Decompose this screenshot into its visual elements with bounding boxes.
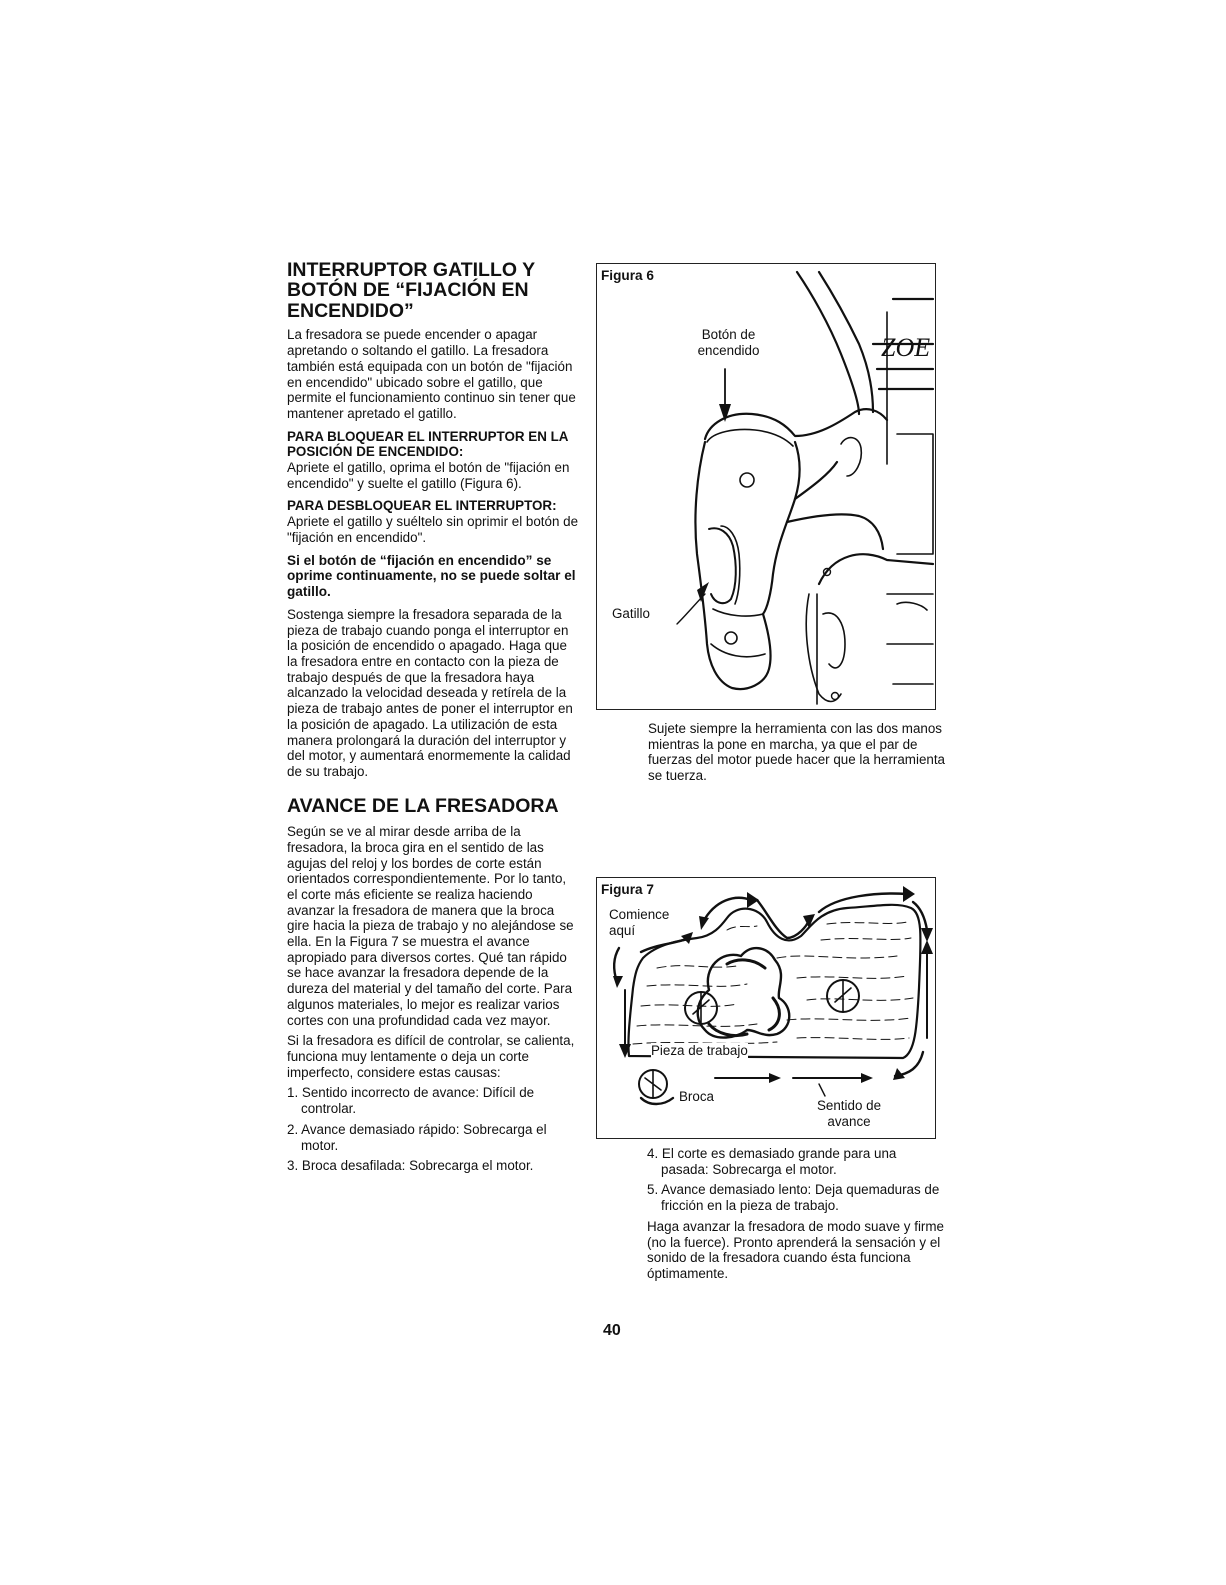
right-column-bottom	[647, 1146, 947, 1282]
section-heading-trigger: INTERRUPTOR GATILLO Y BOTÓN DE “FIJACIÓN EN ENCENDIDO”	[287, 259, 536, 322]
bit-label: Broca	[679, 1089, 714, 1104]
list-item: 4. El corte es demasiado grande para una pasada: Sobrecarga el motor.	[647, 1146, 897, 1177]
workpiece-label: Pieza de trabajo	[651, 1043, 748, 1058]
start-here-label: Comience aquí	[609, 907, 670, 938]
feed-causes-intro: Si la fresadora es difícil de controlar, se calienta, funciona muy lentamente o deja un corte imperfecto, considere estas causas:	[287, 1033, 575, 1080]
left-column	[287, 260, 579, 1179]
lock-text: Apriete el gatillo, oprima el botón de "fijación en encendido" y suelte el gatillo (Figura 6).	[287, 460, 570, 491]
causes-list-left	[287, 1085, 579, 1174]
usage-paragraph: Sostenga siempre la fresadora separada de la pieza de trabajo cuando ponga el interruptor en la posición de encendido o apagado. Haga que la fresadora entre en contacto con la pieza de trabajo después de que la fresadora haya alcanzado la velocidad deseada y retírela de la pieza de trabajo antes de poner el interruptor en la posición de apagado. La utilización de esta manera prolongará la duración del interruptor y del motor, y aumentará enormemente la calidad de su trabajo.	[287, 606, 573, 779]
page-number: 40	[603, 1322, 621, 1339]
on-button-label: Botón de encendido	[697, 327, 760, 358]
figure-6-label: Figura 6	[601, 268, 654, 283]
list-item: 1. Sentido incorrecto de avance: Difícil de controlar.	[287, 1085, 535, 1117]
list-item: 5. Avance demasiado lento: Deja quemaduras de fricción en la pieza de trabajo.	[647, 1182, 940, 1214]
unlock-heading: PARA DESBLOQUEAR EL INTERRUPTOR:	[287, 498, 557, 514]
lock-heading: PARA BLOQUEAR EL INTERRUPTOR EN LA POSICIÓN DE ENCENDIDO:	[287, 428, 568, 460]
feed-paragraph: Según se ve al mirar desde arriba de la fresadora, la broca gira en el sentido de las agujas del reloj y los bordes de corte están orientados correspondientemente. Por lo tanto, el corte más eficiente se realiza haciendo avanzar la fresadora de manera que la broca gire hacia la pieza de trabajo y no alejándose se ella. En la Figura 7 se muestra el avance apropiado para diversos cortes. Qué tan rápido se hace avanzar la fresadora depende de la dureza del material y del tamaño del corte. Para algunos materiales, lo mejor es realizar varios cortes con una profundidad cada vez mayor.	[287, 824, 574, 1028]
trigger-label: Gatillo	[612, 606, 650, 621]
figure-6	[596, 263, 936, 710]
figure-6-caption: Sujete siempre la herramienta con las dos manos mientras la pone en marcha, ya que el par de fuerzas del motor puede hacer que la herramienta se tuerza.	[648, 721, 946, 784]
trigger-intro: La fresadora se puede encender o apagar apretando o soltando el gatillo. La fresadora también está equipada con un botón de "fijación en encendido" ubicado sobre el gatillo, que permite el funcionamiento continuo sin tener que mantener apretado el gatillo.	[287, 327, 576, 421]
causes-list-right	[647, 1146, 947, 1214]
unlock-text: Apriete el gatillo y suéltelo sin oprimir el botón de "fijación en encendido".	[287, 514, 579, 545]
list-item: 3. Broca desafilada: Sobrecarga el motor.	[287, 1158, 534, 1174]
router-handle-illustration	[597, 264, 937, 711]
closing-paragraph: Haga avanzar la fresadora de modo suave y firme (no la fuerce). Pronto aprenderá la sensación y el sonido de la fresadora cuando ésta funciona óptimamente.	[647, 1218, 944, 1281]
list-item: 2. Avance demasiado rápido: Sobrecarga el motor.	[287, 1121, 547, 1153]
lock-warning: Si el botón de “fijación en encendido” se oprime continuamente, no se puede soltar el gatillo.	[287, 552, 576, 600]
svg-text:ZOE: ZOE	[881, 333, 931, 362]
figure-7-label: Figura 7	[601, 882, 654, 897]
section-heading-feed: AVANCE DE LA FRESADORA	[287, 794, 559, 817]
figure-7	[596, 877, 936, 1139]
feed-direction-label: Sentido de avance	[816, 1098, 882, 1129]
